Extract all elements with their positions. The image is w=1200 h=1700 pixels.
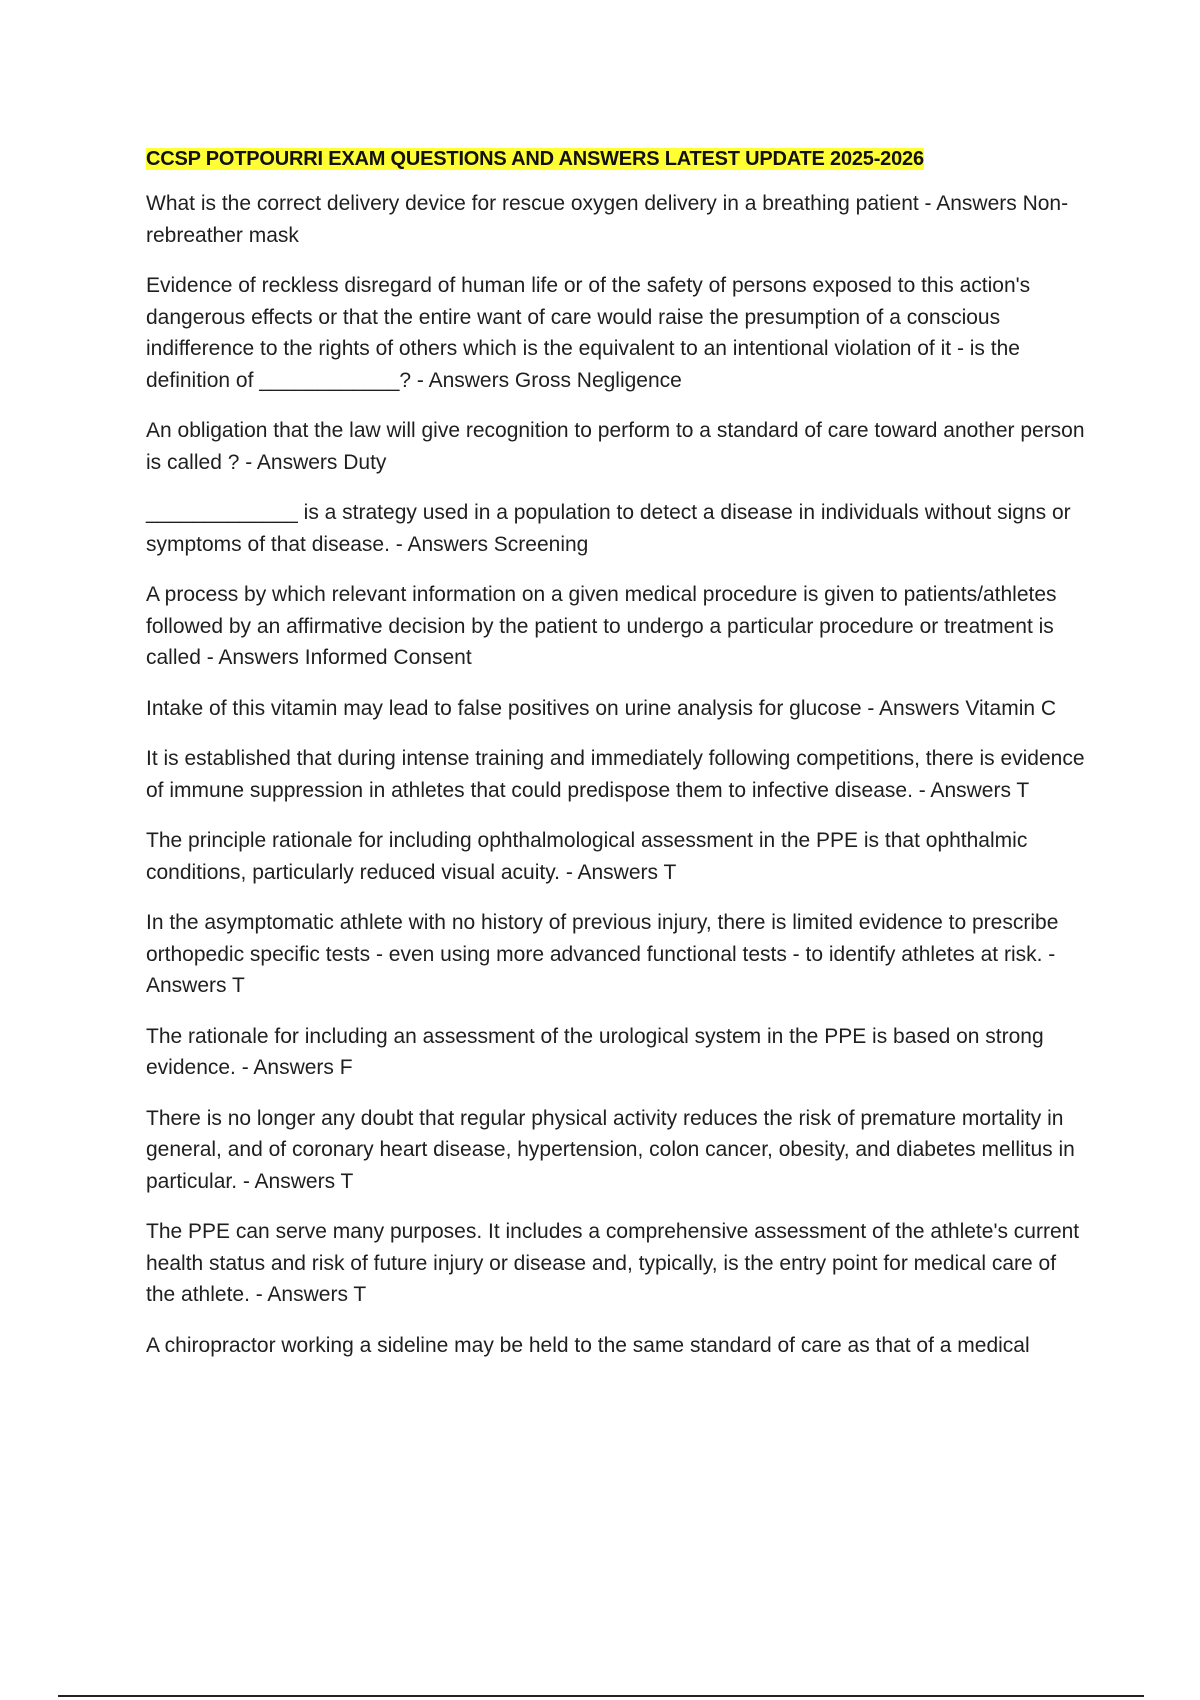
qa-item-9: In the asymptomatic athlete with no history of previous injury, there is limited evidence to prescribe orthopedic specific tests - even using more advanced functional tests - to identify athletes at risk. - Answers T bbox=[146, 911, 1059, 997]
qa-item-11: There is no longer any doubt that regular physical activity reduces the risk of premature mortality in general, and of coronary heart disease, hypertension, colon cancer, obesity, and diabetes mellitus in particular. - Answers T bbox=[146, 1106, 1075, 1193]
qa-item-13: A chiropractor working a sideline may be held to the same standard of care as that of a medical bbox=[146, 1333, 1030, 1357]
qa-item-7: It is established that during intense training and immediately following competitions, there is evidence of immune suppression in athletes that could predispose them to infective disease. - Answers T bbox=[146, 747, 1085, 802]
qa-item-1: What is the correct delivery device for rescue oxygen delivery in a breathing patient - Answers Non-rebreather mask bbox=[146, 192, 1069, 247]
qa-item-2: Evidence of reckless disregard of human life or of the safety of persons exposed to this action's dangerous effects or that the entire want of care would raise the presumption of a conscious indifference to the rights of others which is the equivalent to an intentional violation of it - is the definition of ____________? - Answers Gross Negligence bbox=[146, 274, 1031, 392]
qa-item-8: The principle rationale for including ophthalmological assessment in the PPE is that ophthalmic conditions, particularly reduced visual acuity. - Answers T bbox=[146, 829, 1028, 884]
qa-item-4: _____________ is a strategy used in a population to detect a disease in individuals without signs or symptoms of that disease. - Answers Screening bbox=[146, 501, 1071, 556]
document-title: CCSP POTPOURRI EXAM QUESTIONS AND ANSWERS LATEST UPDATE 2025-2026 bbox=[146, 148, 924, 170]
qa-item-5: A process by which relevant information on a given medical procedure is given to patients/athletes followed by an affirmative decision by the patient to undergo a particular procedure or treatment is called - Answers Informed Consent bbox=[146, 583, 1057, 669]
qa-item-10: The rationale for including an assessment of the urological system in the PPE is based on strong evidence. - Answers F bbox=[146, 1024, 1044, 1079]
page-bottom-rule bbox=[58, 1695, 1144, 1697]
title-wrap bbox=[146, 144, 1086, 174]
document-content bbox=[146, 144, 1086, 1380]
qa-item-6: Intake of this vitamin may lead to false positives on urine analysis for glucose - Answers Vitamin C bbox=[146, 696, 1057, 720]
qa-item-3: An obligation that the law will give recognition to perform to a standard of care toward another person is called ? - Answers Duty bbox=[146, 419, 1085, 474]
qa-item-12: The PPE can serve many purposes. It includes a comprehensive assessment of the athlete's current health status and risk of future injury or disease and, typically, is the entry point for medical care of the athlete. - Answers T bbox=[146, 1220, 1080, 1306]
